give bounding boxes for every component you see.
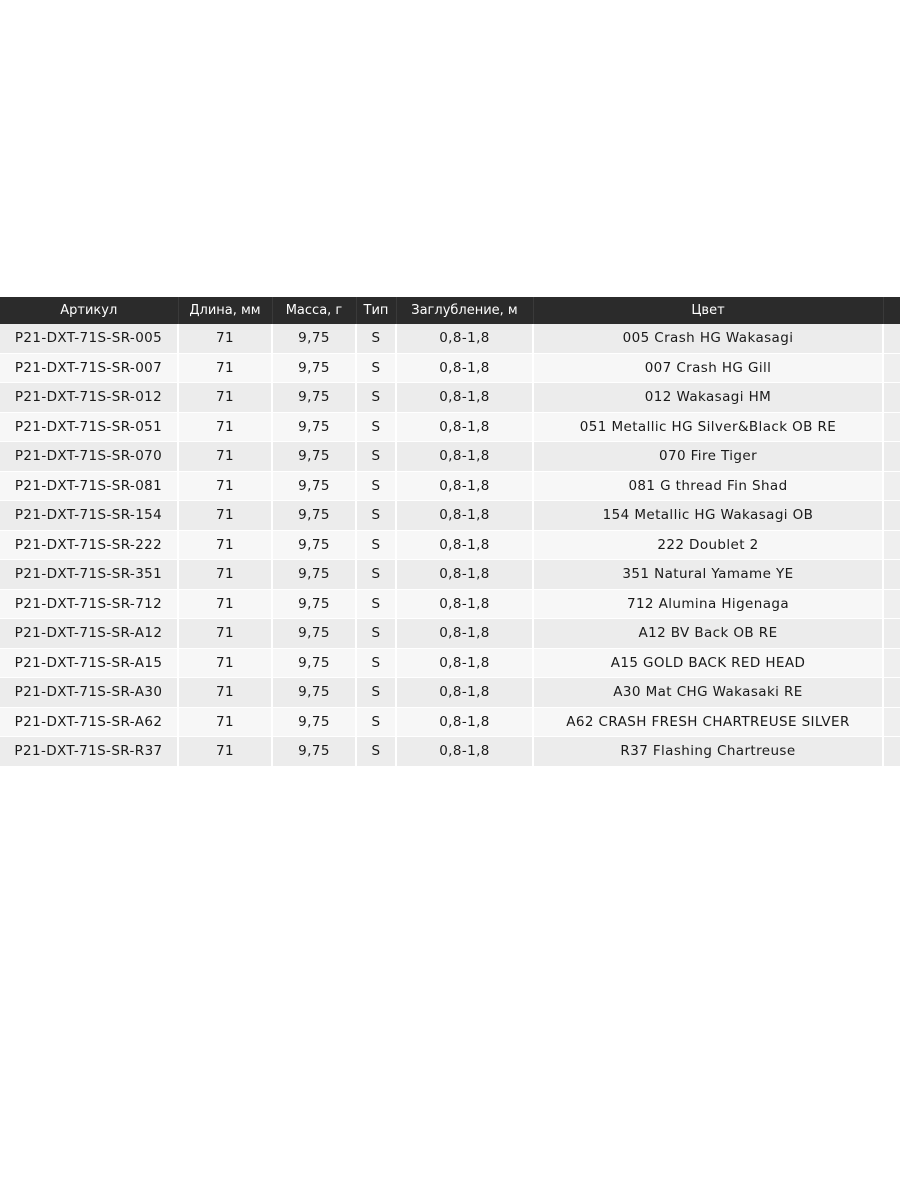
header-article: Артикул (0, 297, 178, 324)
cell-extra (883, 589, 900, 619)
cell-type: S (356, 412, 396, 442)
cell-mass: 9,75 (272, 707, 356, 737)
cell-article: P21-DXT-71S-SR-A12 (0, 619, 178, 649)
cell-mass: 9,75 (272, 353, 356, 383)
cell-extra (883, 678, 900, 708)
cell-color: 081 G thread Fin Shad (533, 471, 883, 501)
table-row (0, 412, 900, 442)
cell-depth: 0,8-1,8 (396, 442, 533, 472)
cell-length: 71 (178, 471, 272, 501)
cell-mass: 9,75 (272, 530, 356, 560)
cell-mass: 9,75 (272, 501, 356, 531)
cell-extra (883, 471, 900, 501)
cell-length: 71 (178, 737, 272, 767)
cell-depth: 0,8-1,8 (396, 589, 533, 619)
cell-depth: 0,8-1,8 (396, 383, 533, 413)
cell-color: 351 Natural Yamame YE (533, 560, 883, 590)
cell-mass: 9,75 (272, 648, 356, 678)
table-body (0, 324, 900, 766)
cell-mass: 9,75 (272, 412, 356, 442)
cell-article: P21-DXT-71S-SR-A15 (0, 648, 178, 678)
table-row (0, 560, 900, 590)
table-row (0, 383, 900, 413)
cell-length: 71 (178, 678, 272, 708)
cell-depth: 0,8-1,8 (396, 707, 533, 737)
header-mass: Масса, г (272, 297, 356, 324)
cell-type: S (356, 324, 396, 353)
cell-color: 154 Metallic HG Wakasagi OB (533, 501, 883, 531)
cell-length: 71 (178, 619, 272, 649)
header-depth: Заглубление, м (396, 297, 533, 324)
product-table-container (0, 297, 900, 767)
cell-type: S (356, 648, 396, 678)
cell-type: S (356, 353, 396, 383)
cell-article: P21-DXT-71S-SR-007 (0, 353, 178, 383)
cell-length: 71 (178, 383, 272, 413)
cell-article: P21-DXT-71S-SR-012 (0, 383, 178, 413)
cell-article: P21-DXT-71S-SR-A30 (0, 678, 178, 708)
cell-extra (883, 324, 900, 353)
cell-mass: 9,75 (272, 678, 356, 708)
cell-article: P21-DXT-71S-SR-222 (0, 530, 178, 560)
cell-length: 71 (178, 324, 272, 353)
product-table (0, 297, 900, 767)
cell-article: P21-DXT-71S-SR-005 (0, 324, 178, 353)
header-extra (883, 297, 900, 324)
cell-length: 71 (178, 501, 272, 531)
cell-color: A62 CRASH FRESH CHARTREUSE SILVER (533, 707, 883, 737)
cell-depth: 0,8-1,8 (396, 501, 533, 531)
cell-color: R37 Flashing Chartreuse (533, 737, 883, 767)
cell-article: P21-DXT-71S-SR-154 (0, 501, 178, 531)
cell-depth: 0,8-1,8 (396, 560, 533, 590)
cell-article: P21-DXT-71S-SR-051 (0, 412, 178, 442)
table-row (0, 737, 900, 767)
cell-extra (883, 383, 900, 413)
cell-mass: 9,75 (272, 560, 356, 590)
cell-depth: 0,8-1,8 (396, 619, 533, 649)
cell-extra (883, 412, 900, 442)
cell-depth: 0,8-1,8 (396, 471, 533, 501)
table-row (0, 589, 900, 619)
table-row (0, 678, 900, 708)
cell-mass: 9,75 (272, 442, 356, 472)
table-row (0, 471, 900, 501)
cell-type: S (356, 619, 396, 649)
cell-type: S (356, 471, 396, 501)
cell-color: A30 Mat CHG Wakasaki RE (533, 678, 883, 708)
cell-type: S (356, 442, 396, 472)
cell-length: 71 (178, 589, 272, 619)
table-row (0, 619, 900, 649)
cell-extra (883, 707, 900, 737)
cell-mass: 9,75 (272, 324, 356, 353)
cell-color: 051 Metallic HG Silver&Black OB RE (533, 412, 883, 442)
cell-color: 712 Alumina Higenaga (533, 589, 883, 619)
cell-length: 71 (178, 442, 272, 472)
table-row (0, 442, 900, 472)
cell-length: 71 (178, 560, 272, 590)
cell-mass: 9,75 (272, 471, 356, 501)
cell-depth: 0,8-1,8 (396, 412, 533, 442)
cell-depth: 0,8-1,8 (396, 324, 533, 353)
cell-color: 222 Doublet 2 (533, 530, 883, 560)
cell-extra (883, 442, 900, 472)
cell-extra (883, 648, 900, 678)
cell-depth: 0,8-1,8 (396, 530, 533, 560)
cell-length: 71 (178, 648, 272, 678)
cell-type: S (356, 589, 396, 619)
cell-extra (883, 619, 900, 649)
table-row (0, 353, 900, 383)
cell-type: S (356, 383, 396, 413)
cell-depth: 0,8-1,8 (396, 737, 533, 767)
cell-type: S (356, 501, 396, 531)
cell-color: 012 Wakasagi HM (533, 383, 883, 413)
cell-type: S (356, 530, 396, 560)
cell-article: P21-DXT-71S-SR-712 (0, 589, 178, 619)
cell-color: 007 Crash HG Gill (533, 353, 883, 383)
cell-extra (883, 560, 900, 590)
header-length: Длина, мм (178, 297, 272, 324)
header-color: Цвет (533, 297, 883, 324)
cell-length: 71 (178, 707, 272, 737)
cell-mass: 9,75 (272, 383, 356, 413)
header-type: Тип (356, 297, 396, 324)
cell-depth: 0,8-1,8 (396, 678, 533, 708)
cell-extra (883, 501, 900, 531)
cell-extra (883, 530, 900, 560)
cell-length: 71 (178, 530, 272, 560)
table-row (0, 530, 900, 560)
table-header (0, 297, 900, 324)
cell-type: S (356, 678, 396, 708)
cell-depth: 0,8-1,8 (396, 353, 533, 383)
cell-article: P21-DXT-71S-SR-R37 (0, 737, 178, 767)
table-row (0, 648, 900, 678)
cell-article: P21-DXT-71S-SR-351 (0, 560, 178, 590)
cell-type: S (356, 737, 396, 767)
cell-article: P21-DXT-71S-SR-A62 (0, 707, 178, 737)
cell-mass: 9,75 (272, 619, 356, 649)
cell-color: 070 Fire Tiger (533, 442, 883, 472)
cell-length: 71 (178, 412, 272, 442)
cell-type: S (356, 560, 396, 590)
table-row (0, 501, 900, 531)
cell-mass: 9,75 (272, 737, 356, 767)
header-row (0, 297, 900, 324)
cell-type: S (356, 707, 396, 737)
cell-article: P21-DXT-71S-SR-081 (0, 471, 178, 501)
cell-article: P21-DXT-71S-SR-070 (0, 442, 178, 472)
cell-extra (883, 737, 900, 767)
cell-length: 71 (178, 353, 272, 383)
cell-color: A12 BV Back OB RE (533, 619, 883, 649)
cell-color: A15 GOLD BACK RED HEAD (533, 648, 883, 678)
table-row (0, 324, 900, 353)
cell-extra (883, 353, 900, 383)
cell-depth: 0,8-1,8 (396, 648, 533, 678)
cell-mass: 9,75 (272, 589, 356, 619)
table-row (0, 707, 900, 737)
cell-color: 005 Crash HG Wakasagi (533, 324, 883, 353)
